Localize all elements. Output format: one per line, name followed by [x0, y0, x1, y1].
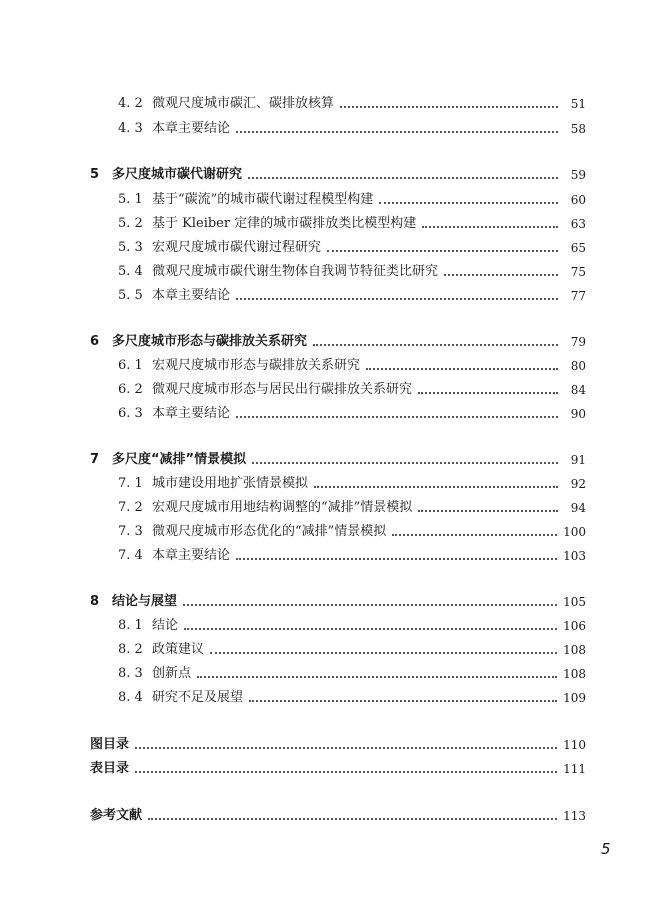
- toc-entry[interactable]: [90, 163, 586, 183]
- toc-entry-number: 5. 1: [118, 192, 143, 207]
- dot-leader: [340, 105, 558, 108]
- toc-entry-title: 多尺度城市形态与碳排放关系研究: [112, 334, 308, 349]
- toc-entry-title: 本章主要结论: [152, 406, 231, 421]
- toc-entry-number: 6: [90, 334, 100, 349]
- toc-entry-number: 4. 3: [118, 121, 143, 136]
- dot-leader: [392, 533, 557, 536]
- dot-leader: [314, 485, 558, 488]
- toc-entry-number: 6. 1: [118, 358, 143, 373]
- toc-entry-title: 微观尺度城市碳汇、碳排放核算: [152, 96, 335, 111]
- dot-leader: [249, 699, 557, 702]
- toc-entry-number: 7. 3: [118, 524, 143, 539]
- toc-entry-page: 110: [563, 738, 586, 752]
- dot-leader: [236, 557, 557, 560]
- toc-entry-title: 结论与展望: [112, 594, 178, 609]
- toc-entry[interactable]: [118, 662, 586, 682]
- toc-entry-title: 基于“碳流”的城市碳代谢过程模型构建: [152, 192, 374, 207]
- toc-entry[interactable]: [118, 686, 586, 706]
- toc-entry-title: 宏观尺度城市形态与碳排放关系研究: [152, 358, 361, 373]
- dot-leader: [327, 249, 558, 252]
- toc-entry-page: 63: [570, 217, 586, 231]
- toc-entry[interactable]: [90, 448, 586, 468]
- toc-entry-number: 6. 3: [118, 406, 143, 421]
- dot-leader: [236, 130, 558, 133]
- toc-entry-page: 79: [570, 335, 586, 349]
- toc-entry-title: 表目录: [90, 761, 130, 776]
- toc-entry-page: 91: [570, 453, 586, 467]
- toc-entry[interactable]: [90, 757, 586, 777]
- toc-entry-page: 65: [570, 241, 586, 255]
- toc-entry-title: 本章主要结论: [152, 121, 231, 136]
- toc-entry-number: 8. 2: [118, 642, 143, 657]
- dot-leader: [210, 651, 557, 654]
- toc-entry-page: 80: [570, 359, 586, 373]
- dot-leader: [252, 461, 558, 464]
- toc-entry-number: 7. 4: [118, 548, 143, 563]
- toc-entry[interactable]: [118, 236, 586, 256]
- toc-entry-page: 111: [563, 762, 586, 776]
- toc-entry-title: 本章主要结论: [152, 548, 231, 563]
- toc-entry-title: 创新点: [152, 666, 192, 681]
- toc-entry[interactable]: [118, 614, 586, 634]
- toc-entry-page: 94: [570, 501, 586, 515]
- toc-entry-title: 城市建设用地扩张情景模拟: [152, 476, 309, 491]
- toc-entry-page: 59: [570, 168, 586, 182]
- toc-entry-title: 政策建议: [152, 642, 205, 657]
- toc-entry[interactable]: [118, 188, 586, 208]
- toc-entry-number: 6. 2: [118, 382, 143, 397]
- dot-leader: [236, 415, 558, 418]
- toc-entry-title: 本章主要结论: [152, 288, 231, 303]
- toc-entry[interactable]: [118, 212, 586, 232]
- toc-entry-number: 8: [90, 594, 100, 609]
- toc-entry-number: 7. 2: [118, 500, 143, 515]
- dot-leader: [366, 367, 558, 370]
- toc-entry[interactable]: [90, 590, 586, 610]
- toc-entry[interactable]: [118, 378, 586, 398]
- dot-leader: [183, 603, 557, 606]
- toc-entry-page: 84: [570, 383, 586, 397]
- toc-entry-number: 8. 4: [118, 690, 143, 705]
- toc-entry-title: 宏观尺度城市用地结构调整的“减排”情景模拟: [152, 500, 413, 515]
- toc-entry-number: 4. 2: [118, 96, 143, 111]
- toc-entry-page: 105: [563, 595, 586, 609]
- toc-entry-title: 宏观尺度城市碳代谢过程研究: [152, 240, 322, 255]
- toc-entry-page: 60: [570, 193, 586, 207]
- toc-entry-page: 108: [563, 667, 586, 681]
- toc-entry-number: 7: [90, 452, 100, 467]
- toc-entry-page: 108: [563, 643, 586, 657]
- toc-entry-title: 参考文献: [90, 808, 143, 823]
- toc-entry-number: 5. 2: [118, 216, 143, 231]
- toc-entry-page: 77: [570, 289, 586, 303]
- toc-entry[interactable]: [118, 520, 586, 540]
- toc-entry[interactable]: [118, 92, 586, 112]
- toc-entry-number: 5. 4: [118, 264, 143, 279]
- toc-entry-number: 7. 1: [118, 476, 143, 491]
- toc-entry-title: 微观尺度城市形态优化的“减排”情景模拟: [152, 524, 387, 539]
- dot-leader: [379, 201, 558, 204]
- toc-entry[interactable]: [118, 402, 586, 422]
- toc-entry-title: 基于 Kleiber 定律的城市碳排放类比模型构建: [152, 216, 417, 231]
- toc-entry[interactable]: [118, 496, 586, 516]
- dot-leader: [422, 225, 558, 228]
- dot-leader: [248, 176, 558, 179]
- dot-leader: [313, 343, 558, 346]
- dot-leader: [135, 770, 557, 773]
- dot-leader: [135, 746, 557, 749]
- toc-entry-page: 75: [570, 265, 586, 279]
- dot-leader: [236, 297, 558, 300]
- toc-entry-title: 微观尺度城市碳代谢生物体自我调节特征类比研究: [152, 264, 439, 279]
- toc-entry-page: 109: [563, 691, 586, 705]
- toc-entry-number: 5. 3: [118, 240, 143, 255]
- toc-entry-title: 结论: [152, 618, 179, 633]
- dot-leader: [444, 273, 558, 276]
- toc-entry-page: 100: [563, 525, 586, 539]
- toc-entry-page: 113: [563, 809, 586, 823]
- toc-entry-title: 多尺度城市碳代谢研究: [112, 167, 243, 182]
- dot-leader: [418, 509, 558, 512]
- toc-entry[interactable]: [90, 330, 586, 350]
- dot-leader: [184, 627, 557, 630]
- toc-entry[interactable]: [118, 472, 586, 492]
- toc-entry-number: 8. 1: [118, 618, 143, 633]
- toc-entry-number: 8. 3: [118, 666, 143, 681]
- toc-entry[interactable]: [118, 638, 586, 658]
- toc-entry-page: 58: [570, 122, 586, 136]
- toc-entry-title: 多尺度“减排”情景模拟: [112, 452, 247, 467]
- toc-entry[interactable]: [118, 544, 586, 564]
- toc-entry-page: 103: [563, 549, 586, 563]
- toc-entry-title: 研究不足及展望: [152, 690, 244, 705]
- toc-entry[interactable]: [118, 260, 586, 280]
- toc-entry[interactable]: [118, 354, 586, 374]
- dot-leader: [148, 817, 557, 820]
- toc-entry-title: 图目录: [90, 737, 130, 752]
- toc-entry[interactable]: [90, 733, 586, 753]
- toc-entry-page: 92: [570, 477, 586, 491]
- dot-leader: [197, 675, 557, 678]
- toc-entry[interactable]: [90, 804, 586, 824]
- toc-entry-title: 微观尺度城市形态与居民出行碳排放关系研究: [152, 382, 413, 397]
- toc-entry-number: 5. 5: [118, 288, 143, 303]
- toc-entry-page: 51: [570, 97, 586, 111]
- page-number: 5: [601, 840, 611, 858]
- toc-entry-number: 5: [90, 167, 100, 182]
- toc-entry[interactable]: [118, 117, 586, 137]
- toc-entry[interactable]: [118, 284, 586, 304]
- dot-leader: [418, 391, 558, 394]
- toc-entry-page: 90: [570, 407, 586, 421]
- toc-entry-page: 106: [563, 619, 586, 633]
